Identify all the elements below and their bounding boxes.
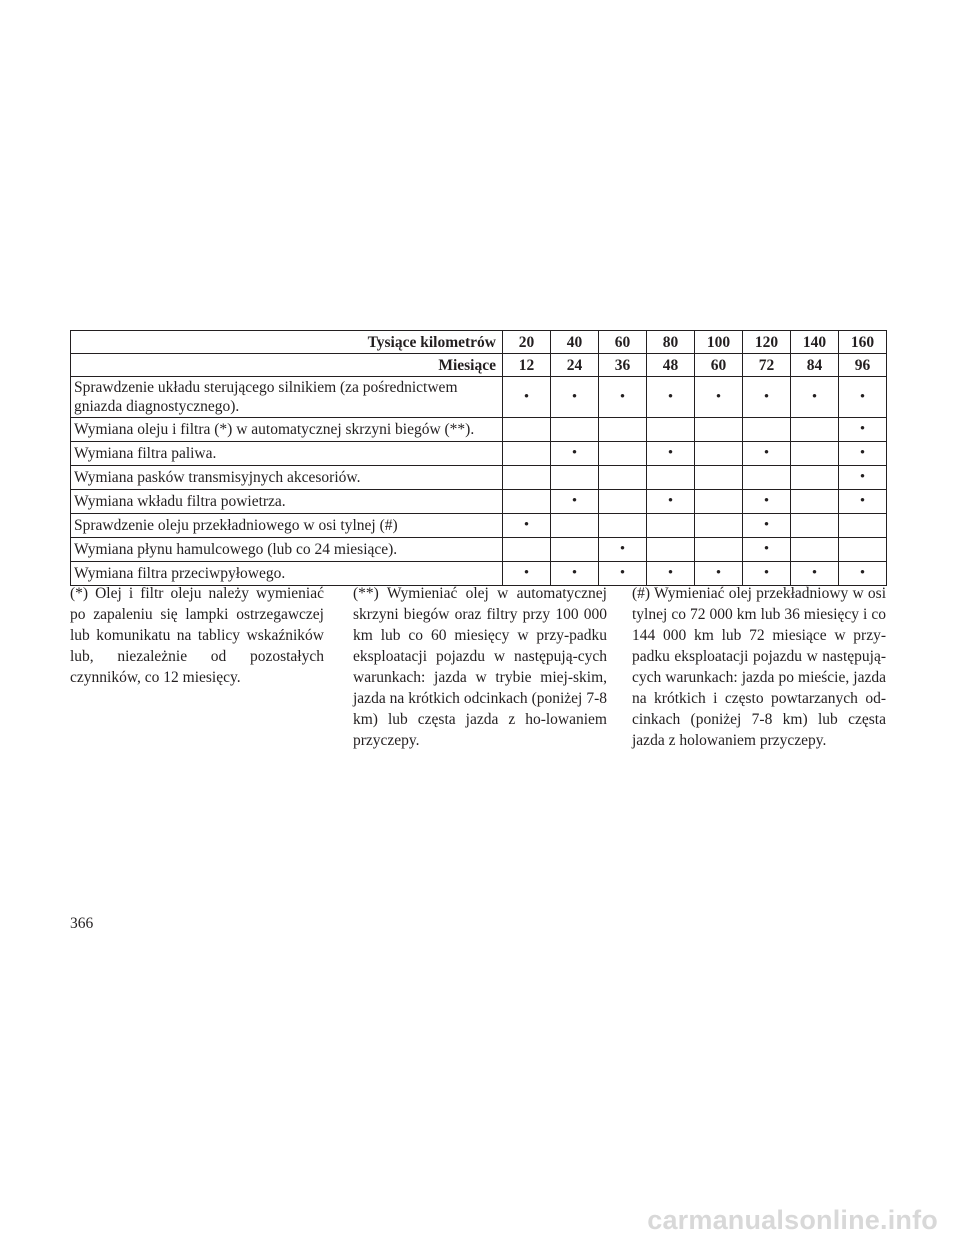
interval-mark-cell: • [647,562,695,586]
km-header-cell: 100 [695,331,743,354]
maintenance-schedule-table [70,330,887,586]
interval-mark-cell [695,418,743,442]
months-header-cell: 36 [599,354,647,377]
interval-mark-cell: • [551,490,599,514]
footnote-rear-axle-oil: (#) Wymieniać olej przekładniowy w osi tylnej co 72 000 km lub 36 miesięcy i co 144 000 km lub 72 miesiące w przy-padku eksploatacji pojazdu w następują-cych warunkach: jazda po mieście, jazda na krótkich i często powtarzanych od-cinkach (poniżej 7-8 km) lub częsta jazda z holowaniem przyczepy. [632,585,886,749]
interval-mark-cell [647,538,695,562]
table-row [71,466,887,490]
interval-mark-cell [647,418,695,442]
interval-mark-cell [791,538,839,562]
months-header-cell: 96 [839,354,887,377]
interval-mark-cell [839,514,887,538]
table-row [71,490,887,514]
interval-mark-cell [695,466,743,490]
interval-mark-cell: • [647,490,695,514]
table-row [71,442,887,466]
footnote-transmission-oil: (**) Wymieniać olej w automatycznej skrzyni biegów oraz filtry przy 100 000 km lub co 60 miesięcy w przy-padku eksploatacji pojazdu w następują-cych warunkach: jazda w trybie miej-skim, jazda na krótkich odcinkach (poniżej 7-8 km) lub częsta jazda z ho-lowaniem przyczepy. [353,585,607,749]
interval-mark-cell [551,538,599,562]
interval-mark-cell: • [839,562,887,586]
km-header-cell: 80 [647,331,695,354]
interval-mark-cell: • [695,562,743,586]
task-cell: Wymiana płynu hamulcowego (lub co 24 miesiące). [71,538,503,562]
interval-mark-cell [791,442,839,466]
months-header-cell: 84 [791,354,839,377]
interval-mark-cell [791,418,839,442]
task-cell: Wymiana filtra paliwa. [71,442,503,466]
km-header-cell: 60 [599,331,647,354]
months-header-cell: 48 [647,354,695,377]
interval-mark-cell [503,418,551,442]
page-number: 366 [70,915,94,932]
interval-mark-cell [791,490,839,514]
task-cell: Wymiana pasków transmisyjnych akcesoriów. [71,466,503,490]
interval-mark-cell [599,442,647,466]
interval-mark-cell [839,538,887,562]
watermark-text: carmanualsonline.info [647,1205,938,1235]
interval-mark-cell: • [503,562,551,586]
interval-mark-cell: • [503,377,551,418]
interval-mark-cell [551,466,599,490]
interval-mark-cell [551,418,599,442]
interval-mark-cell [599,466,647,490]
interval-mark-cell [503,490,551,514]
interval-mark-cell: • [599,538,647,562]
months-header-label: Miesiące [71,354,503,377]
interval-mark-cell [503,538,551,562]
maintenance-schedule-body [71,331,887,586]
table-row [71,514,887,538]
task-cell: Wymiana filtra przeciwpyłowego. [71,562,503,586]
interval-mark-cell [647,514,695,538]
interval-mark-cell [695,514,743,538]
interval-mark-cell [599,418,647,442]
interval-mark-cell [791,514,839,538]
interval-mark-cell: • [791,562,839,586]
footnote-engine-oil: (*) Olej i filtr oleju należy wymieniać po zapaleniu się lampki ostrzegawczej lub komunikatu na tablicy wskaźników lub, niezależnie od pozostałych czynników, co 12 miesięcy. [70,585,324,686]
km-header-cell: 120 [743,331,791,354]
interval-mark-cell: • [551,562,599,586]
task-cell: Wymiana wkładu filtra powietrza. [71,490,503,514]
interval-mark-cell: • [839,490,887,514]
months-header-cell: 12 [503,354,551,377]
interval-mark-cell [599,490,647,514]
interval-mark-cell [503,466,551,490]
task-cell: Sprawdzenie układu sterującego silnikiem (za pośrednictwem gniazda diagnostycznego). [71,377,503,418]
interval-mark-cell [551,514,599,538]
table-row [71,377,887,418]
interval-mark-cell [599,514,647,538]
interval-mark-cell [791,466,839,490]
interval-mark-cell: • [743,377,791,418]
interval-mark-cell: • [791,377,839,418]
km-header-label: Tysiące kilometrów [71,331,503,354]
interval-mark-cell: • [839,377,887,418]
km-header-cell: 20 [503,331,551,354]
task-cell: Sprawdzenie oleju przekładniowego w osi tylnej (#) [71,514,503,538]
months-header-cell: 72 [743,354,791,377]
months-header-cell: 24 [551,354,599,377]
interval-mark-cell: • [551,442,599,466]
table-row [71,418,887,442]
interval-mark-cell: • [599,562,647,586]
interval-mark-cell: • [743,538,791,562]
interval-mark-cell: • [743,442,791,466]
km-header-row [71,331,887,354]
months-header-cell: 60 [695,354,743,377]
interval-mark-cell: • [647,442,695,466]
interval-mark-cell [503,442,551,466]
interval-mark-cell: • [743,514,791,538]
interval-mark-cell: • [743,490,791,514]
km-header-cell: 40 [551,331,599,354]
interval-mark-cell [695,538,743,562]
interval-mark-cell: • [839,418,887,442]
interval-mark-cell [695,490,743,514]
interval-mark-cell [647,466,695,490]
table-row [71,538,887,562]
km-header-cell: 140 [791,331,839,354]
km-header-cell: 160 [839,331,887,354]
interval-mark-cell: • [551,377,599,418]
interval-mark-cell: • [599,377,647,418]
interval-mark-cell [695,442,743,466]
interval-mark-cell: • [647,377,695,418]
interval-mark-cell [743,418,791,442]
interval-mark-cell: • [695,377,743,418]
interval-mark-cell: • [503,514,551,538]
table-row [71,562,887,586]
task-cell: Wymiana oleju i filtra (*) w automatycznej skrzyni biegów (**). [71,418,503,442]
months-header-row [71,354,887,377]
interval-mark-cell [743,466,791,490]
interval-mark-cell: • [839,442,887,466]
interval-mark-cell: • [839,466,887,490]
interval-mark-cell: • [743,562,791,586]
